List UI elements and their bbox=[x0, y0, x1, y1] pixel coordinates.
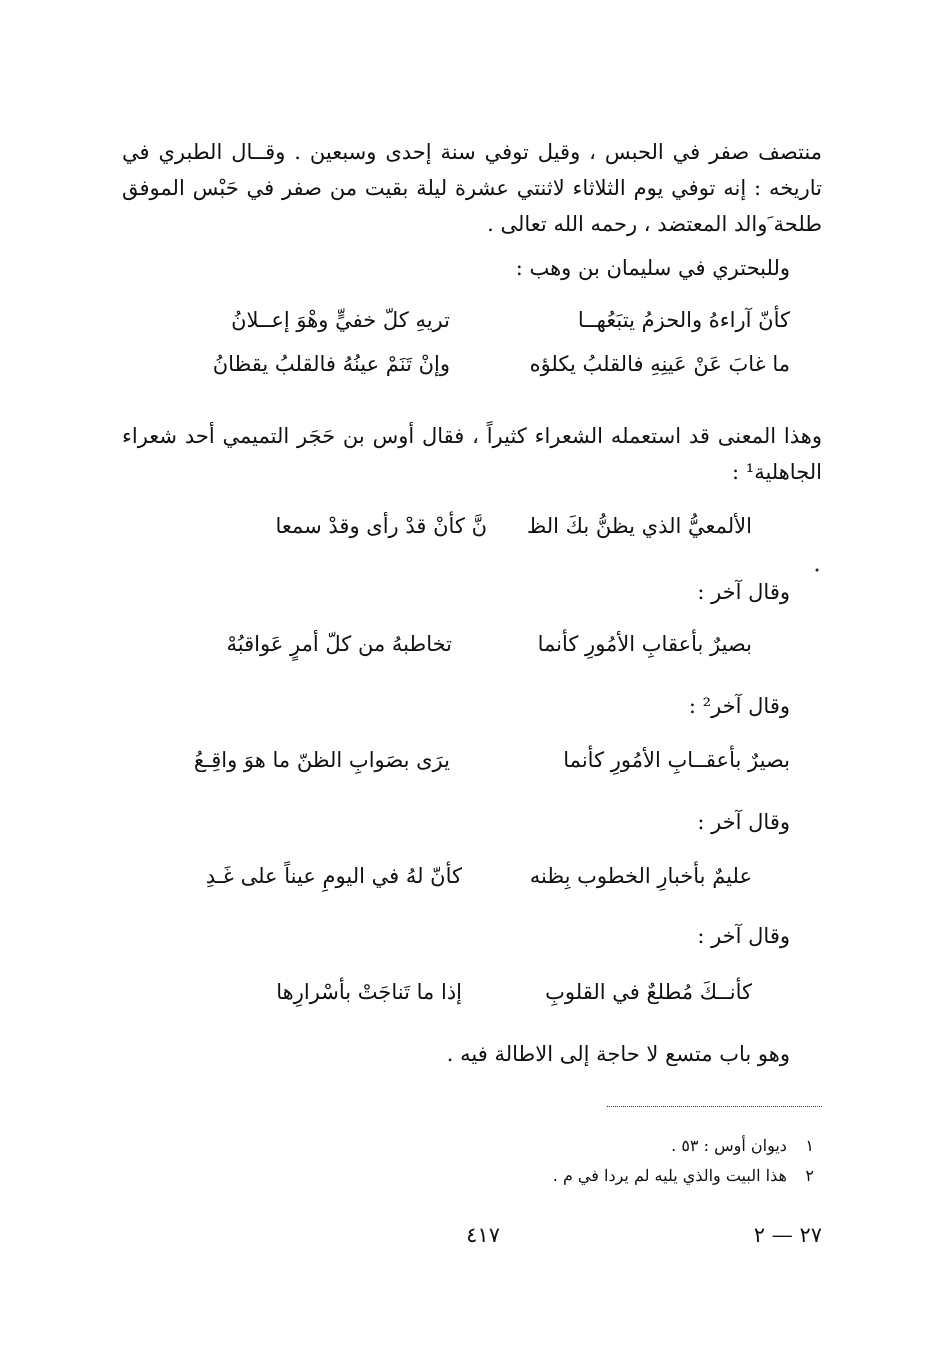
footnote-separator bbox=[607, 1106, 822, 1107]
footnote-2 bbox=[553, 1166, 814, 1185]
footnote-1-number: ١ bbox=[805, 1136, 814, 1155]
buhturi-intro-line: وللبحتري في سليمان بن وهب : bbox=[515, 256, 790, 280]
verse-4 bbox=[227, 632, 752, 656]
verse-7-first-hemistich: كأنــكَ مُطلعٌ في القلوبِ bbox=[545, 980, 752, 1004]
verse-3-second-hemistich: نَّ كأنْ قدْ رأى وقدْ سمعا bbox=[275, 514, 487, 538]
verse-2-first-hemistich: ما غابَ عَنْ عَينِهِ فالقلبُ يكلؤه bbox=[529, 352, 790, 376]
verse-4-second-hemistich: تخاطبهُ من كلّ أمرٍ عَواقبُهْ bbox=[226, 632, 452, 656]
label-other-3: وقال آخر : bbox=[697, 810, 790, 834]
verse-5 bbox=[194, 748, 790, 772]
footnote-2-text: هذا البيت والذي يليه لم يردا في م . bbox=[552, 1166, 787, 1185]
verse-2 bbox=[213, 352, 790, 376]
verse-5-second-hemistich: يرَى بصَوابِ الظنّ ما هوَ واقِـعُ bbox=[193, 748, 450, 772]
verse-5-first-hemistich: بصيرٌ بأعقــابِ الأمُورِ كأنما bbox=[563, 748, 790, 772]
signature-mark: ٢٧ — ٢ bbox=[753, 1223, 822, 1247]
verse-2-second-hemistich: وإنْ تَنَمْ عينُهُ فالقلبُ يقظانُ bbox=[212, 352, 450, 376]
verse-7 bbox=[276, 980, 752, 1004]
footnote-1 bbox=[671, 1136, 814, 1155]
dot-mark bbox=[815, 568, 819, 572]
verse-4-first-hemistich: بصيرٌ بأعقابِ الأمُورِ كأنما bbox=[537, 632, 752, 656]
intro-paragraph: منتصف صفر في الحبس ، وقيل توفي سنة إحدى وسبعين . وقــال الطبري في تاريخه : إنه توفي يوم الثلاثاء لاثنتي عشرة ليلة بقيت من صفر في حَبْس الموفق طلحة َوالد المعتضد ، رحمه الله تعالى . bbox=[122, 140, 822, 236]
paragraph-aws: وهذا المعنى قد استعمله الشعراء كثيراً ، فقال أوس بن حَجَر التميمي أحد شعراء الجاهلية¹ : bbox=[122, 424, 822, 484]
label-other-4: وقال آخر : bbox=[697, 924, 790, 948]
verse-6 bbox=[206, 864, 752, 888]
footnote-1-text: ديوان أوس : ٥٣ . bbox=[671, 1136, 787, 1155]
label-other-1: وقال آخر : bbox=[697, 580, 790, 604]
label-other-2: وقال آخر² : bbox=[688, 694, 790, 718]
verse-1-second-hemistich: تريهِ كلّ خفيٍّ وهْوَ إعــلانُ bbox=[231, 308, 450, 332]
verse-3 bbox=[275, 514, 752, 538]
verse-3-first-hemistich: الألمعيُّ الذي يظنُّ بكَ الظ bbox=[526, 514, 752, 538]
verse-1 bbox=[231, 308, 790, 332]
page-number: ٤١٧ bbox=[466, 1223, 500, 1247]
closing-line: وهو باب متسع لا حاجة إلى الاطالة فيه . bbox=[446, 1042, 790, 1066]
footnote-2-number: ٢ bbox=[805, 1166, 814, 1185]
verse-6-first-hemistich: عليمٌ بأخبارِ الخطوب بِظنه bbox=[529, 864, 752, 888]
verse-7-second-hemistich: إذا ما تَناجَتْ بأسْرارِها bbox=[276, 980, 462, 1004]
verse-6-second-hemistich: كأنّ لهُ في اليومِ عيناً على غَـدِ bbox=[205, 864, 462, 888]
verse-1-first-hemistich: كأنّ آراءهُ والحزمُ يتبَعُهــا bbox=[577, 308, 790, 332]
